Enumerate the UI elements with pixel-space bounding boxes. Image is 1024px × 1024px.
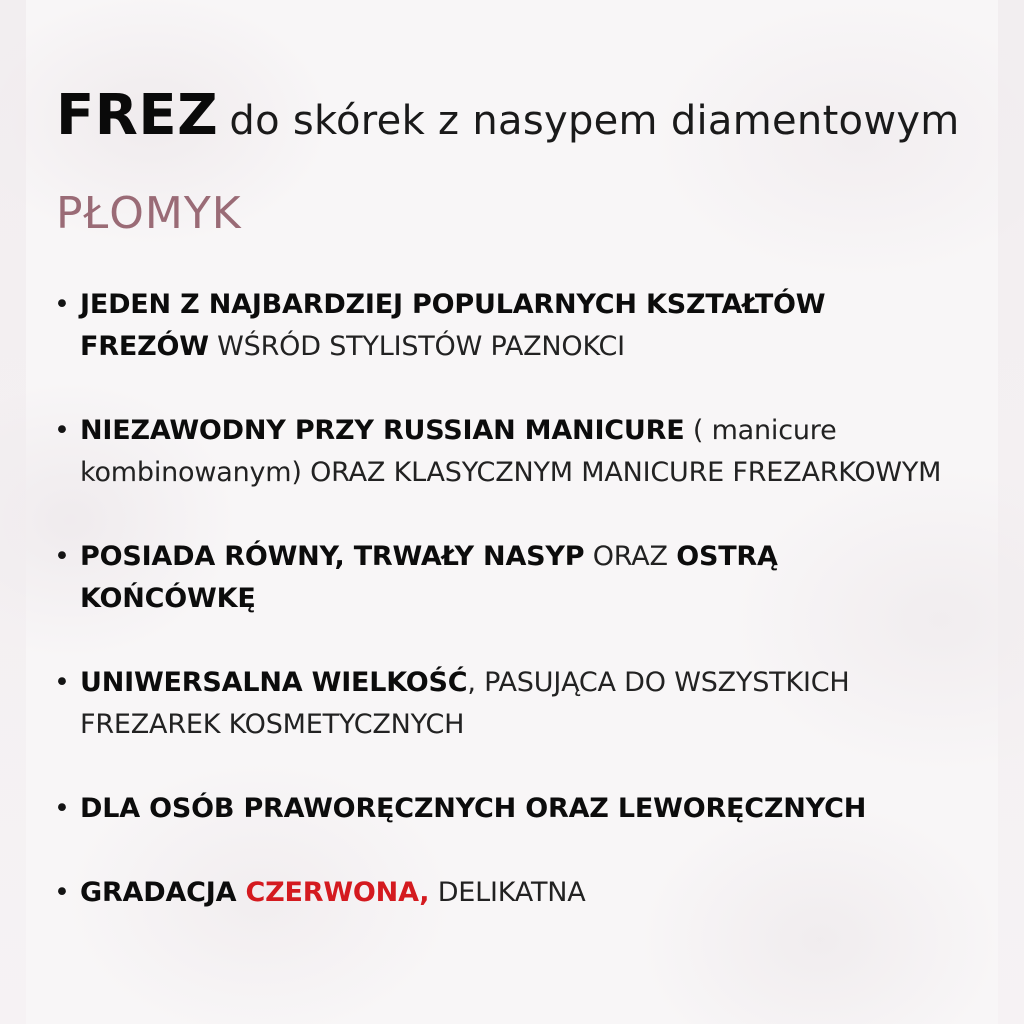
title-description-text: do skórek z nasypem diamentowym [229,98,960,144]
feature-text: WŚRÓD STYLISTÓW PAZNOKCI [208,331,625,362]
page-title [56,80,960,159]
feature-text-bold: GRADACJA [80,877,246,908]
feature-text: , PASUJĄCA DO WSZYSTKICH FREZAREK KOSMETYCZNYCH [80,667,850,740]
feature-text: ORAZ [584,541,677,572]
bullet-icon: • [54,877,70,908]
feature-item [52,872,952,914]
feature-item [52,662,952,746]
bullet-icon: • [54,289,70,320]
feature-item [52,536,952,620]
title-description [229,98,959,144]
brand-name: FREZ [56,83,219,148]
feature-text-bold: UNIWERSALNA WIELKOŚĆ [80,667,468,698]
feature-text-bold: JEDEN Z NAJBARDZIEJ POPULARNYCH KSZTAŁTÓW FREZÓW [80,289,826,362]
feature-item [52,788,952,830]
feature-list [52,284,952,914]
feature-text-bold: OSTRĄ KOŃCÓWKĘ [80,541,778,614]
product-subtitle: PŁOMYK [56,188,242,239]
bullet-icon: • [54,415,70,446]
bullet-icon: • [54,793,70,824]
feature-text-bold: POSIADA RÓWNY, TRWAŁY NASYP [80,541,585,572]
feature-item [52,410,952,494]
feature-text: DELIKATNA [429,877,586,908]
feature-item [52,284,952,368]
feature-text: ( manicure kombinowanym) ORAZ KLASYCZNYM MANICURE FREZARKOWYM [80,415,942,488]
feature-text-bold: DLA OSÓB PRAWORĘCZNYCH ORAZ LEWORĘCZNYCH [80,793,867,824]
feature-text-bold: NIEZAWODNY PRZY RUSSIAN MANICURE [80,415,685,446]
bullet-icon: • [54,667,70,698]
bullet-icon: • [54,541,70,572]
gradation-color-text: CZERWONA, [245,877,430,908]
